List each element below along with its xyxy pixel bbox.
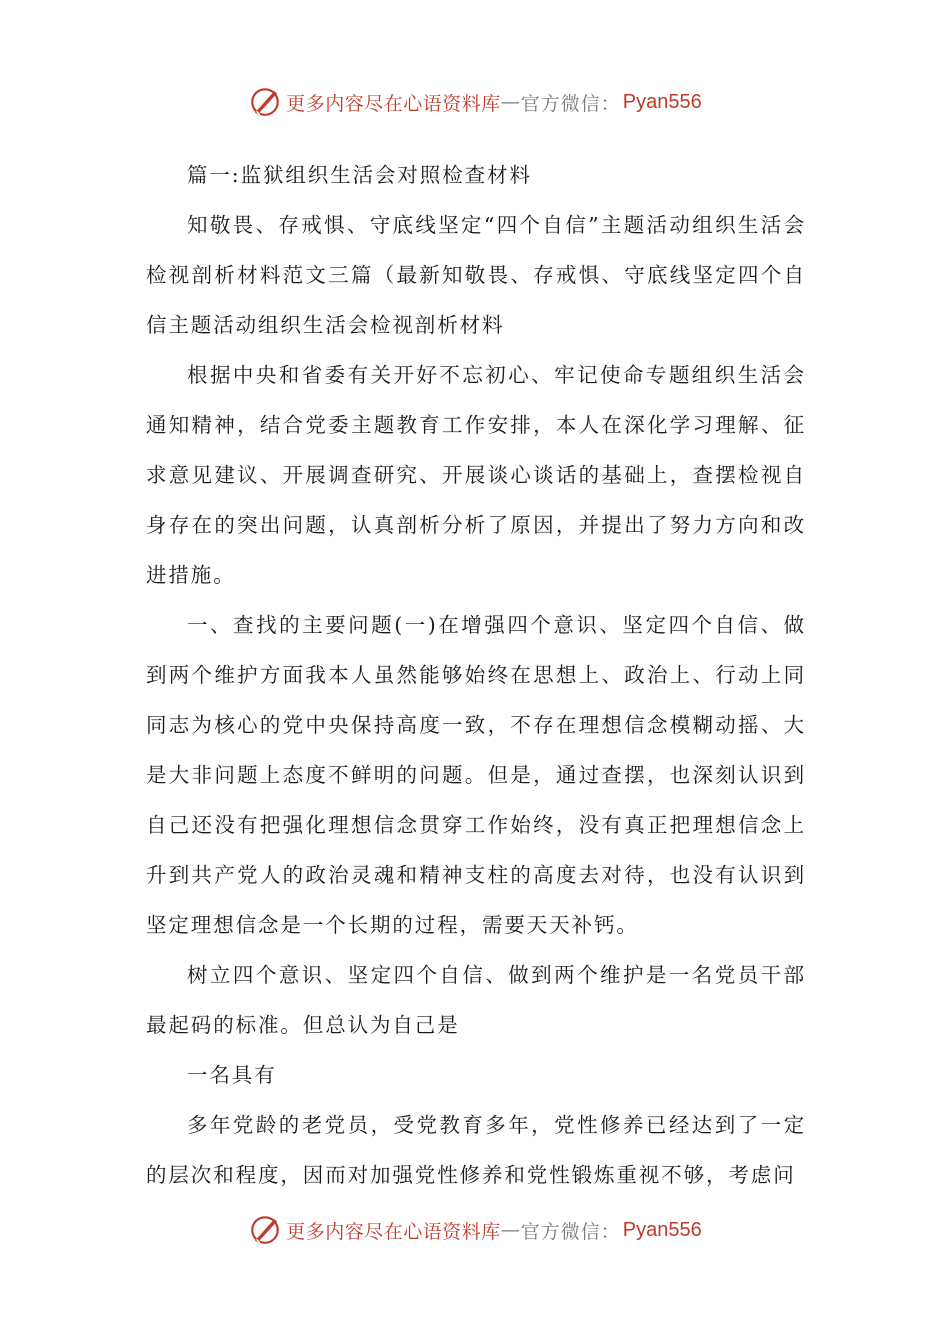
banner-main-text: 更多内容尽在心语资料库 [286, 1220, 501, 1243]
banner-dash: — [500, 91, 521, 113]
paragraph: 知敬畏、存戒惧、守底线坚定“四个自信”主题活动组织生活会检视剖析材料范文三篇（最新知敬畏、存戒惧、守底线坚定四个自信主题活动组织生活会检视剖析材料 [146, 213, 806, 337]
paragraph: 一名具有 [187, 1063, 277, 1087]
document-body [146, 150, 806, 1200]
banner-official-label: 官方微信： [520, 92, 621, 115]
paragraph: 一、查找的主要问题(一)在增强四个意识、坚定四个自信、做到两个维护方面我本人虽然能够始终在思想上、政治上、行动上同同志为核心的党中央保持高度一致，不存在理想信念模糊动摇、大是大非问题上态度不鲜明的问题。但是，通过查摆，也深刻认识到自己还没有把强化理想信念贯穿工作始终，没有真正把理想信念上升到共产党人的政治灵魂和精神支柱的高度去对待，也没有认识到坚定理想信念是一个长期的过程，需要天天补钙。 [146, 613, 806, 937]
paragraph: 树立四个意识、坚定四个自信、做到两个维护是一名党员干部最起码的标准。但总认为自己是 [146, 963, 806, 1037]
section-title: 篇一:监狱组织生活会对照检查材料 [187, 163, 532, 187]
quill-logo-icon [248, 85, 282, 119]
paragraph: 根据中央和省委有关开好不忘初心、牢记使命专题组织生活会通知精神，结合党委主题教育工作安排，本人在深化学习理解、征求意见建议、开展调查研究、开展谈心谈话的基础上，查摆检视自身存在的突出问题，认真剖析分析了原因，并提出了努力方向和改进措施。 [146, 363, 806, 587]
banner-main-text: 更多内容尽在心语资料库 [286, 92, 501, 115]
footer-banner [0, 1210, 950, 1250]
banner-official-label: 官方微信： [520, 1220, 621, 1243]
paragraph: 多年党龄的老党员，受党教育多年，党性修养已经达到了一定的层次和程度，因而对加强党性修养和党性锻炼重视不够，考虑问 [146, 1113, 806, 1187]
quill-logo-icon [248, 1213, 282, 1247]
banner-wechat-id: Pyan556 [622, 1218, 702, 1241]
banner-wechat-id: Pyan556 [622, 90, 702, 113]
banner-dash: — [500, 1219, 521, 1241]
header-banner [0, 82, 950, 122]
